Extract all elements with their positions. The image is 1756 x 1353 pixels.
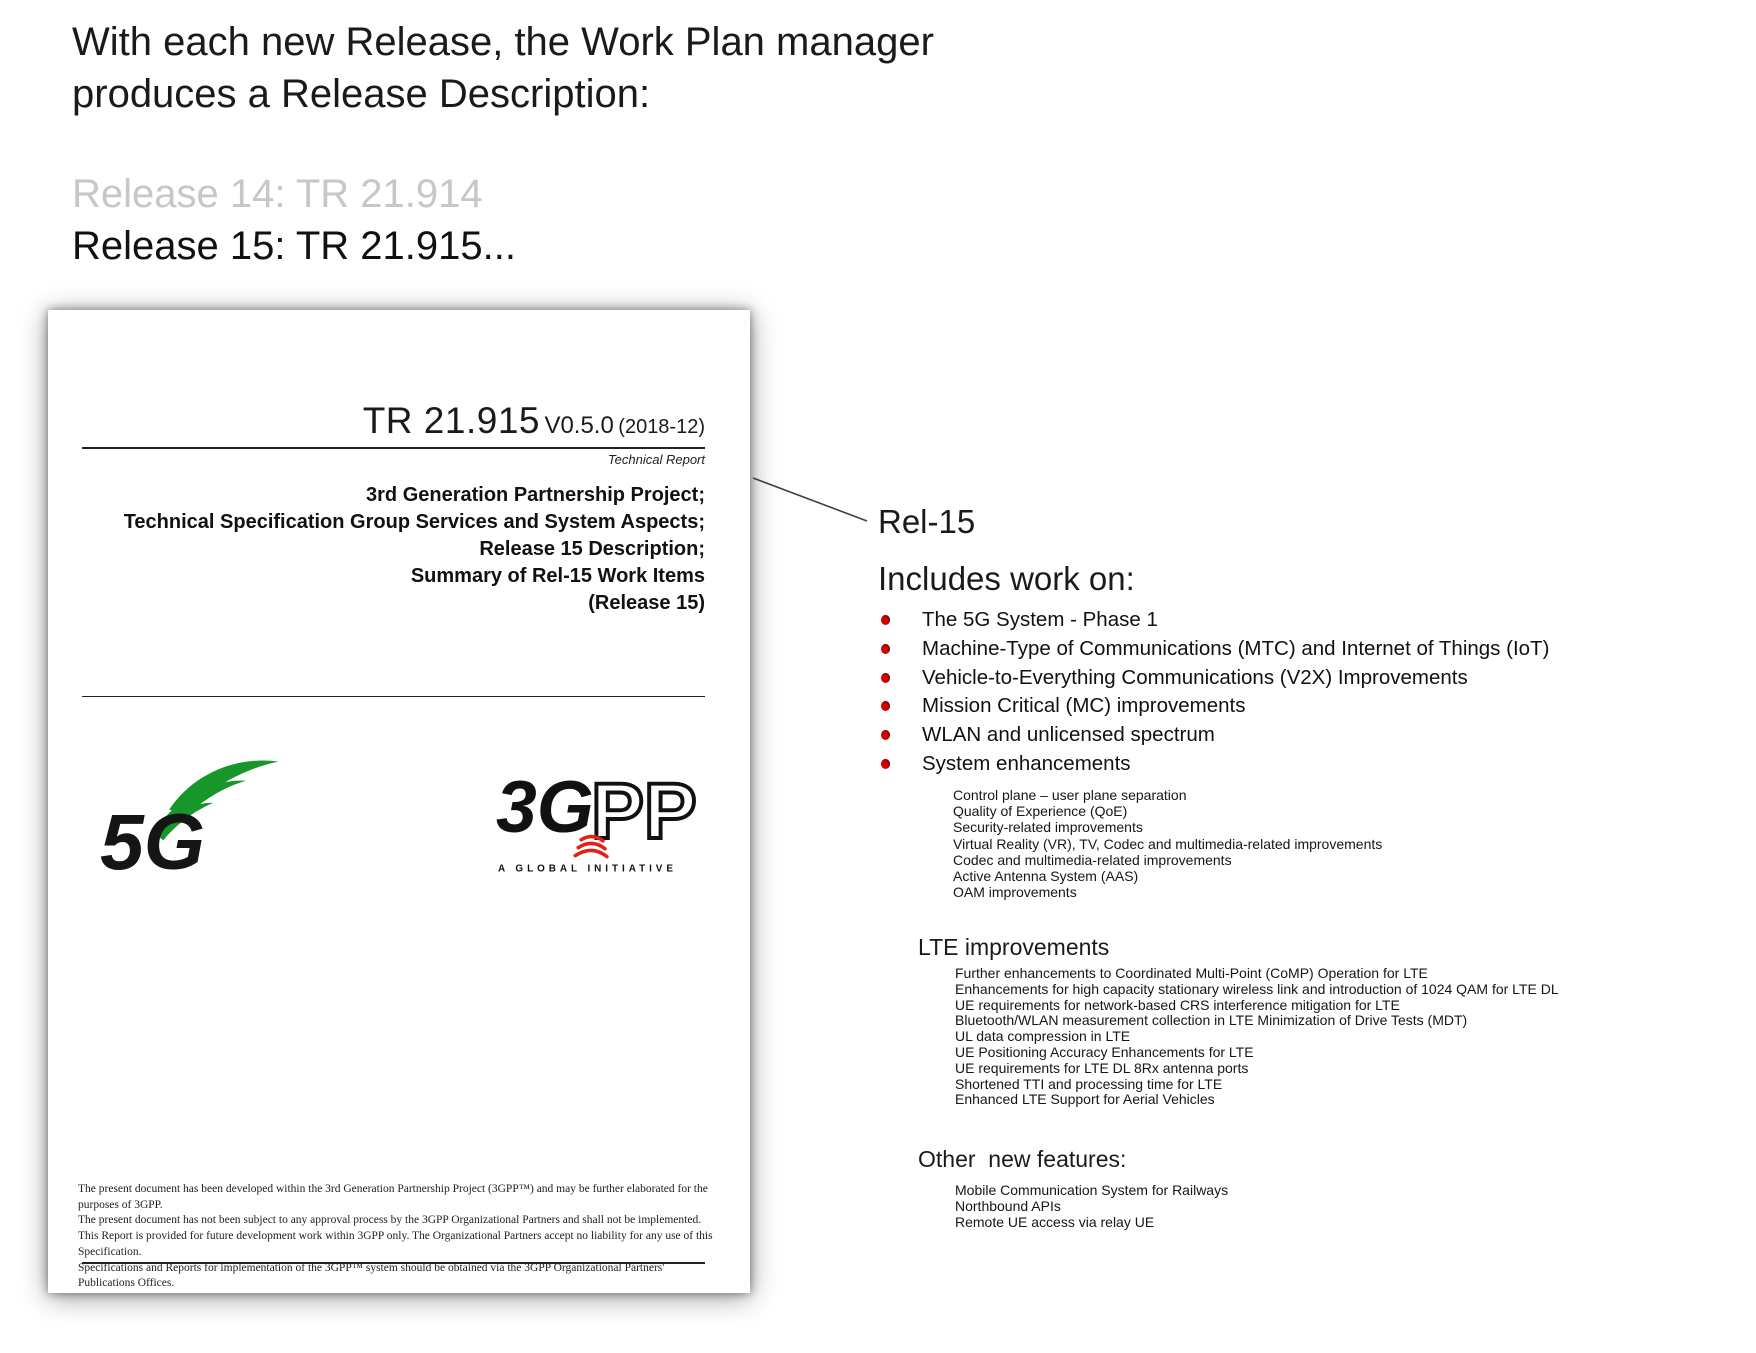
- doc-type-label: Technical Report: [607, 452, 705, 467]
- list-item: OAM improvements: [953, 884, 1077, 901]
- slide-title: [72, 16, 934, 120]
- lte-improvements-list: [955, 966, 1559, 1108]
- list-item: Remote UE access via relay UE: [955, 1214, 1155, 1231]
- 5g-logo-icon: [100, 752, 292, 872]
- list-item: UE requirements for LTE DL 8Rx antenna ports: [955, 1059, 1249, 1076]
- rel-15-heading: Rel-15: [878, 503, 976, 540]
- list-item: Virtual Reality (VR), TV, Codec and multimedia-related improvements: [953, 835, 1383, 852]
- list-item: The 5G System - Phase 1: [878, 606, 1549, 635]
- doc-title-line2: Technical Specification Group Services and System Aspects;: [123, 511, 705, 533]
- list-item: Enhancements for high capacity stationary wireless link and introduction of 1024 QAM for LTE DL: [955, 980, 1559, 997]
- svg-text:3G: 3G: [496, 765, 594, 848]
- list-item: Mission Critical (MC) improvements: [878, 692, 1549, 721]
- list-item: Security-related improvements: [953, 819, 1143, 836]
- doc-title-line3: Release 15 Description;: [479, 538, 705, 560]
- list-item: Shortened TTI and processing time for LTE: [955, 1075, 1223, 1092]
- list-item: Machine-Type of Communications (MTC) and Internet of Things (IoT): [878, 635, 1549, 664]
- includes-work-heading: Includes work on:: [878, 560, 1135, 597]
- doc-version: V0.5.0: [544, 412, 614, 439]
- callout-connector-line: [740, 468, 885, 532]
- doc-disclaimer: [78, 1182, 718, 1292]
- doc-title-line1: 3rd Generation Partnership Project;: [366, 484, 705, 506]
- list-item: Codec and multimedia-related improvements: [953, 851, 1232, 868]
- doc-disclaimer-line3: This Report is provided for future development work within 3GPP only. The Organizational Partners accept no liability for any use of this Specification.: [78, 1230, 713, 1258]
- doc-disclaimer-line2: The present document has not been subject to any approval process by the 3GPP Organizational Partners and shall not be implemented.: [78, 1214, 702, 1227]
- release-14-label: Release 14: TR 21.914: [72, 172, 483, 216]
- other-features-heading: Other new features:: [918, 1146, 1127, 1172]
- release-15-label: Release 15: TR 21.915...: [72, 224, 516, 268]
- list-item: Mobile Communication System for Railways: [955, 1182, 1229, 1198]
- svg-text:A GLOBAL INITIATIVE: A GLOBAL INITIATIVE: [497, 863, 677, 875]
- list-item: UL data compression in LTE: [955, 1028, 1131, 1045]
- svg-text:PP: PP: [591, 765, 697, 855]
- list-item: Bluetooth/WLAN measurement collection in LTE Minimization of Drive Tests (MDT): [955, 1012, 1468, 1029]
- doc-disclaimer-line1: The present document has been developed within the 3rd Generation Partnership Project (3GPP™) and may be further elaborated for the purposes of 3GPP.: [78, 1183, 708, 1211]
- doc-date: (2018-12): [618, 416, 705, 438]
- list-item: Enhanced LTE Support for Aerial Vehicles: [955, 1091, 1215, 1108]
- list-item: WLAN and unlicensed spectrum: [878, 721, 1549, 750]
- doc-divider-middle: [82, 696, 705, 697]
- doc-disclaimer-line4: Specifications and Reports for implementation of the 3GPP™ system should be obtained via the 3GPP Organizational Partners' Publications Offices.: [78, 1261, 665, 1290]
- list-item: Quality of Experience (QoE): [953, 803, 1128, 820]
- list-item: Control plane – user plane separation: [953, 787, 1187, 803]
- list-item: Active Antenna System (AAS): [953, 868, 1139, 885]
- doc-spec-line: [363, 400, 705, 442]
- doc-divider-bottom: [82, 1262, 705, 1264]
- other-features-list: [955, 1182, 1228, 1231]
- slide-title-line1: With each new Release, the Work Plan manager: [72, 20, 934, 64]
- svg-text:5G: 5G: [100, 798, 206, 872]
- list-item: UE Positioning Accuracy Enhancements for LTE: [955, 1043, 1254, 1060]
- tr-21915-cover-page: [48, 310, 750, 1293]
- doc-spec-number: TR 21.915: [362, 400, 540, 441]
- doc-main-title: [124, 482, 705, 617]
- list-item: System enhancements: [878, 750, 1549, 779]
- list-item: Further enhancements to Coordinated Multi-Point (CoMP) Operation for LTE: [955, 965, 1428, 981]
- list-item: Vehicle-to-Everything Communications (V2X) Improvements: [878, 664, 1549, 693]
- doc-title-line5: (Release 15): [588, 592, 705, 614]
- list-item: UE requirements for network-based CRS interference mitigation for LTE: [955, 996, 1400, 1013]
- doc-divider-top: [82, 447, 705, 449]
- work-items-bullet-list: [878, 606, 1549, 779]
- list-item: Northbound APIs: [955, 1198, 1061, 1215]
- doc-title-line4: Summary of Rel-15 Work Items: [410, 565, 705, 587]
- lte-improvements-heading: LTE improvements: [918, 934, 1110, 960]
- 3gpp-logo-icon: [496, 758, 704, 876]
- slide-title-line2: produces a Release Description:: [72, 72, 651, 116]
- system-enhancements-sublist: [953, 787, 1382, 900]
